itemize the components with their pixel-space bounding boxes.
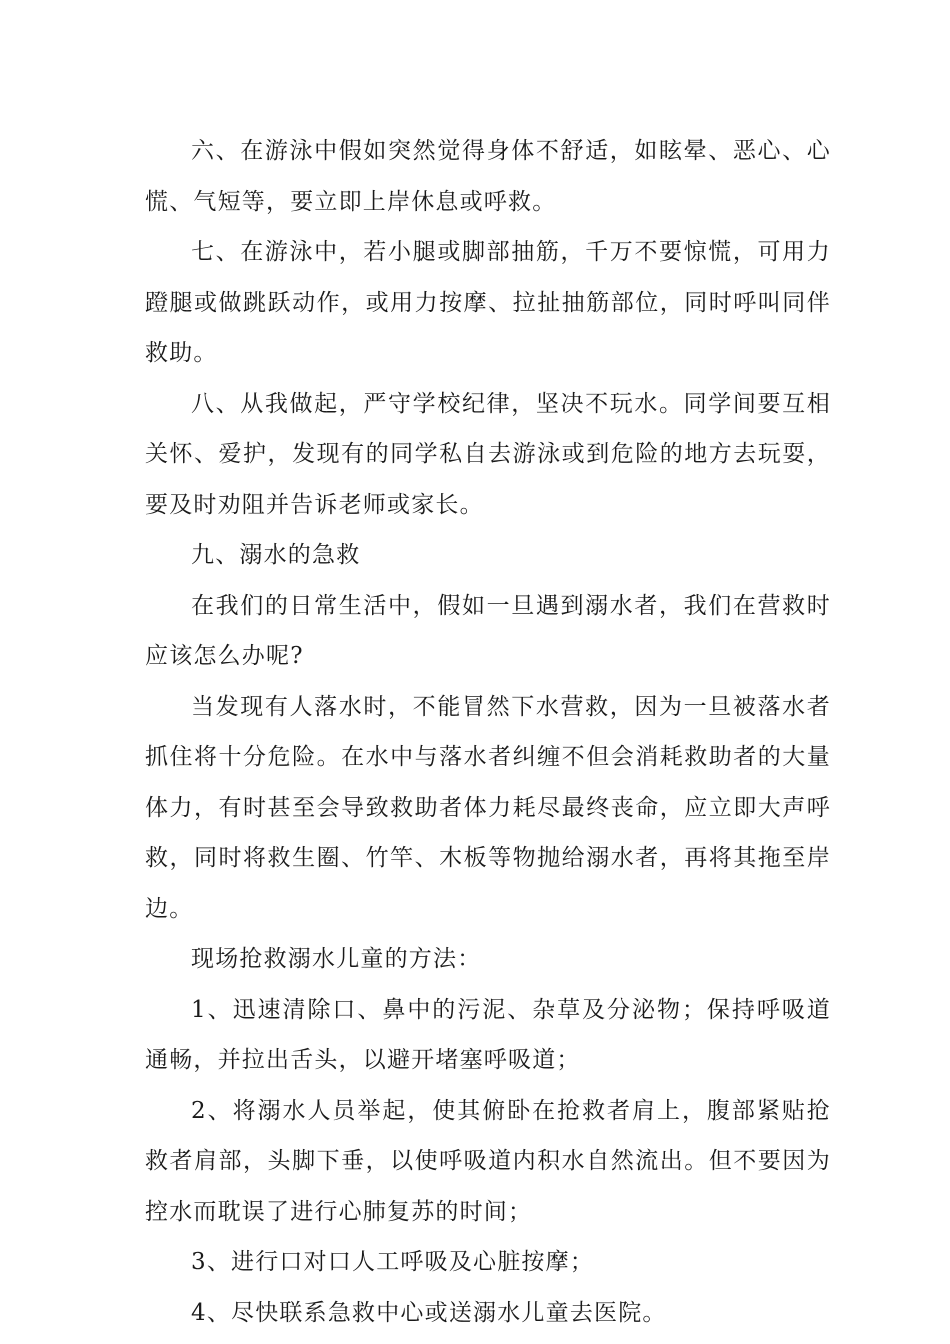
list-item-1: 1、迅速清除口、鼻中的污泥、杂草及分泌物；保持呼吸道通畅，并拉出舌头，以避开堵塞呼吸道； <box>145 996 831 1073</box>
paragraph-item-8: 八、从我做起，严守学校纪律，坚决不玩水。同学间要互相关怀、爱护，发现有的同学私自去游泳或到危险的地方去玩耍，要及时劝阻并告诉老师或家长。 <box>145 390 831 518</box>
paragraph-item-6: 六、在游泳中假如突然觉得身体不舒适，如眩晕、恶心、心慌、气短等，要立即上岸休息或呼救。 <box>145 138 831 215</box>
document-body <box>145 126 831 1338</box>
list-heading-methods: 现场抢救溺水儿童的方法： <box>191 946 482 972</box>
list-item-4: 4、尽快联系急救中心或送溺水儿童去医院。 <box>191 1299 667 1326</box>
section-heading-first-aid: 九、溺水的急救 <box>191 542 361 568</box>
paragraph-question: 在我们的日常生活中，假如一旦遇到溺水者，我们在营救时应该怎么办呢? <box>145 592 831 669</box>
list-item-3: 3、进行口对口人工呼吸及心脏按摩； <box>191 1249 595 1275</box>
paragraph-item-7: 七、在游泳中，若小腿或脚部抽筋，千万不要惊慌，可用力蹬腿或做跳跃动作，或用力按摩、拉扯抽筋部位，同时呼叫同伴救助。 <box>145 239 831 366</box>
paragraph-rescue-advice: 当发现有人落水时，不能冒然下水营救，因为一旦被落水者抓住将十分危险。在水中与落水者纠缠不但会消耗救助者的大量体力，有时甚至会导致救助者体力耗尽最终丧命，应立即大声呼救，同时将救生圈、竹竿、木板等物抛给溺水者，再将其拖至岸边。 <box>145 693 831 922</box>
list-item-2: 2、将溺水人员举起，使其俯卧在抢救者肩上，腹部紧贴抢救者肩部，头脚下垂，以使呼吸道内积水自然流出。但不要因为控水而耽误了进行心肺复苏的时间； <box>145 1097 831 1225</box>
